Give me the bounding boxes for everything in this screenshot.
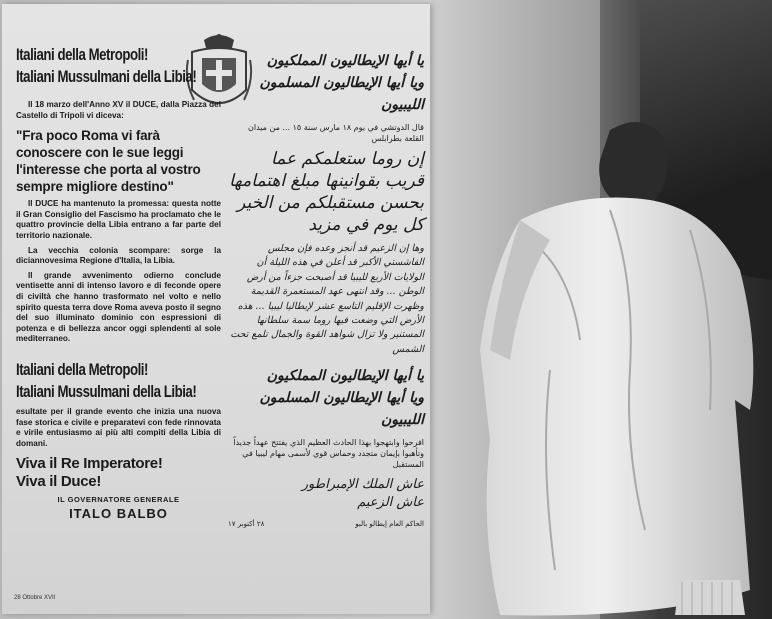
headline-arabic-2: ويا أيها الإيطاليون المسلمون الليبيون: [259, 75, 424, 113]
arabic-governor: الحاكم العام إيطالو بالبو: [355, 520, 424, 529]
arabic-paragraph-4: افرحوا وابتهجوا بهذا الحادث العظيم الذي يفتتح عهداً جديداً وتأهبوا بإيمان متجدد وحماس قوي لأسمى مهام ليبيا في المستقبل: [233, 438, 424, 470]
arabic-date: ٢٨ أكتوبر ١٧: [228, 520, 265, 529]
headline-italian-3: Italiani della Metropoli!: [16, 359, 148, 379]
arabic-viva-duce: عاش الزعيم: [357, 495, 424, 511]
headline-arabic-3: يا أيها الإيطاليون المملكيون: [266, 368, 424, 385]
italian-column: [16, 44, 221, 521]
paragraph-1: Il DUCE ha mantenuto la promessa: questa notte il Gran Consiglio del Fascismo ha proclamato che le quattro provincie della Libia entrano a far parte del territorio nazionale.: [16, 199, 221, 240]
headline-italian-2: Italiani Mussulmani della Libia!: [16, 67, 197, 86]
paragraph-4: esultate per il grande evento che inizia una nuova fase storica e civile e preparatevi con fede rinnovata e virile entusiasmo ai più alti compiti della Libia di domani.: [16, 406, 221, 448]
man-in-barracan: [460, 110, 760, 619]
governor-title: IL GOVERNATORE GENERALE: [57, 495, 180, 505]
poster-date: 28 Ottobre XVII: [14, 595, 56, 601]
headline-italian-1: Italiani della Metropoli!: [16, 45, 148, 64]
arabic-column: [228, 50, 424, 529]
paragraph-2: La vecchia colonia scompare: sorge la diciannovesima Regione d'Italia, la Libia.: [16, 245, 221, 266]
headline-arabic-1: يا أيها الإيطاليون المملكيون: [266, 53, 424, 69]
arabic-signature-row: [228, 520, 424, 529]
duce-quote: "Fra poco Roma vi farà conoscere con le sue leggi l'interesse che porta al vostro sempre migliore destino": [16, 128, 201, 195]
intro-text: Il 18 marzo dell'Anno XV il DUCE, dalla Piazza del Castello di Tripoli vi diceva:: [16, 100, 221, 120]
headline-italian-4: Italiani Mussulmani della Libia!: [16, 381, 197, 401]
viva-duce: Viva il Duce!: [16, 473, 102, 491]
proclamation-poster: [2, 4, 430, 614]
arabic-body: وها إن الزعيم قد أنجز وعده فإن مجلس الفاشستي الأكبر قد أعلن في هذه الليلة أن الولايات الأربع لليبيا قد أصبحت جزءاً من أرض الوطن ... وقد انتهى عهد المستعمرة القديمة وظهرت الإقليم التاسع عشر لإيطاليا ليبيا ... هذه الأرض التي وضعت فيها روما سمة سلطانها المستنير ولا تزال شواهد القوة والجمال تلمع تحت الشمس: [230, 243, 424, 355]
arabic-intro: قال الدوتشي في يوم ١٨ مارس سنة ١٥ ... من ميدان القلعة بطرابلس: [247, 123, 424, 143]
viva-re: Viva il Re Imperatore!: [16, 455, 163, 473]
arabic-quote: إن روما ستعلمكم عما قريب بقوانينها مبلغ اهتمامها بحسن مستقبلكم من الخير كل يوم في مزيد: [229, 149, 424, 235]
headline-arabic-4: ويا أيها الإيطاليون المسلمون الليبيون: [259, 390, 424, 429]
paragraph-3: Il grande avvenimento odierno conclude ventisette anni di intenso lavoro e di feconde opere di civiltà che hanno trasformato nel volto e nello spirito questa terra dove Roma aveva posto il segno del suo illuminato dominio con espressioni di potenza e di bellezza ancor oggi splendenti al sole mediterraneo.: [16, 270, 221, 344]
arabic-viva-re: عاش الملك الإمبراطور: [301, 477, 424, 493]
governor-name: ITALO BALBO: [69, 506, 168, 522]
